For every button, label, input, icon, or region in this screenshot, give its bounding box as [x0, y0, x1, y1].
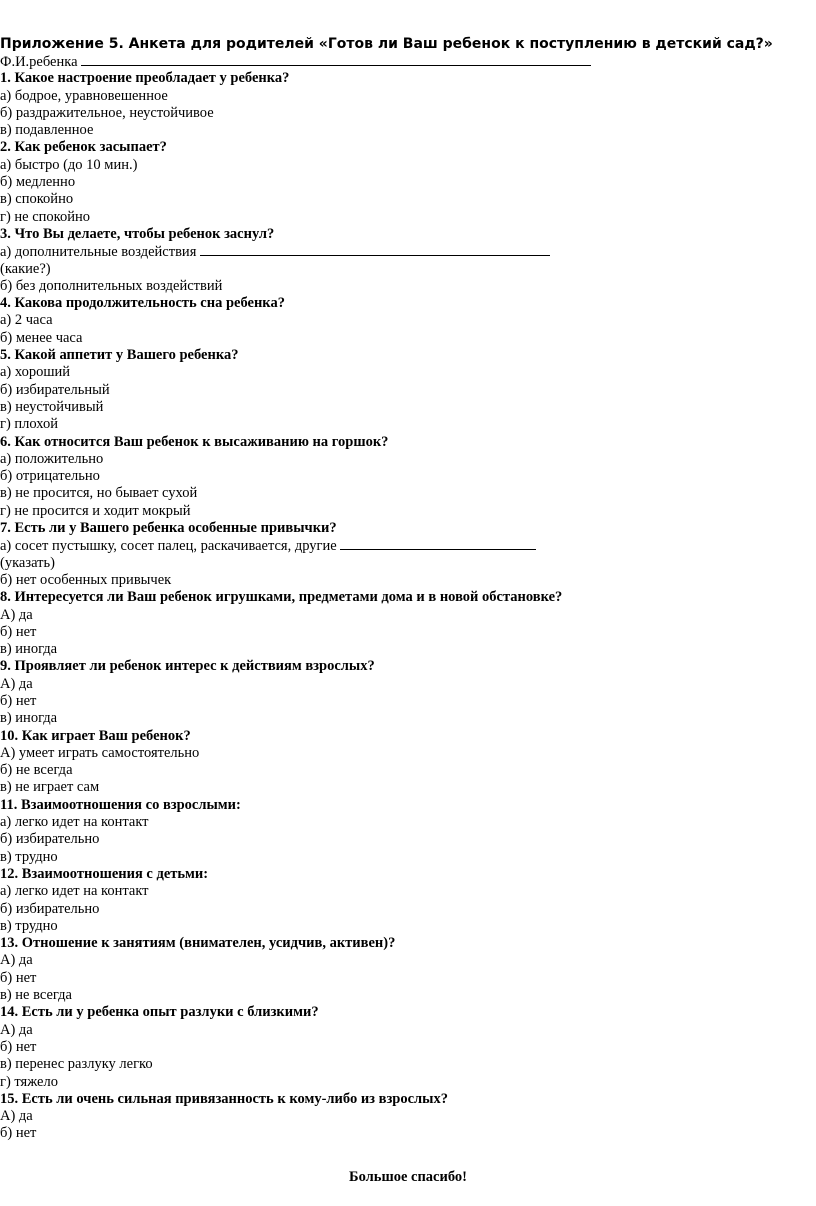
answer: г) не просится и ходит мокрый	[0, 502, 191, 519]
answer: а) положительно	[0, 450, 104, 467]
question-3: 3. Что Вы делаете, чтобы ребенок заснул?	[0, 225, 275, 242]
question-14: 14. Есть ли у ребенка опыт разлуки с близкими?	[0, 1004, 319, 1021]
answer: в) трудно	[0, 848, 58, 865]
answer: б) избирательно	[0, 831, 100, 848]
answer: а) бодрое, уравновешенное	[0, 87, 168, 104]
question-13: 13. Отношение к занятиям (внимателен, усидчив, активен)?	[0, 935, 396, 952]
answer: А) да	[0, 1108, 33, 1125]
answer-with-blank	[0, 243, 816, 260]
answer: в) трудно	[0, 917, 58, 934]
question-9: 9. Проявляет ли ребенок интерес к действиям взрослых?	[0, 658, 375, 675]
answer: г) тяжело	[0, 1073, 58, 1090]
answer: в) спокойно	[0, 191, 74, 208]
answer: А) да	[0, 952, 33, 969]
answer: б) нет	[0, 1038, 37, 1055]
answer: б) нет особенных привычек	[0, 571, 172, 588]
answer: б) отрицательно	[0, 468, 100, 485]
answer: в) перенес разлуку легко	[0, 1056, 153, 1073]
answer: А) умеет играть самостоятельно	[0, 744, 200, 761]
closing-thanks: Большое спасибо!	[349, 1169, 467, 1185]
answer: г) не спокойно	[0, 208, 90, 225]
answer: в) не играет сам	[0, 779, 100, 796]
question-10: 10. Как играет Ваш ребенок?	[0, 727, 191, 744]
answer-note: (какие?)	[0, 260, 51, 277]
answer: б) без дополнительных воздействий	[0, 277, 223, 294]
answer: а) хороший	[0, 364, 71, 381]
answer: а) быстро (до 10 мин.)	[0, 156, 138, 173]
answer: б) нет	[0, 623, 37, 640]
answer: г) плохой	[0, 416, 58, 433]
answer: в) не просится, но бывает сухой	[0, 485, 198, 502]
answer-note: (указать)	[0, 554, 55, 571]
answer: б) медленно	[0, 174, 76, 191]
name-blank-line	[81, 53, 591, 66]
answer-blank-line	[340, 537, 536, 550]
answer: в) не всегда	[0, 987, 72, 1004]
question-8: 8. Интересуется ли Ваш ребенок игрушками, предметами дома и в новой обстановке?	[0, 589, 563, 606]
answer: б) избирательно	[0, 900, 100, 917]
answer: б) избирательный	[0, 381, 110, 398]
answer: б) не всегда	[0, 762, 73, 779]
question-1: 1. Какое настроение преобладает у ребенка?	[0, 70, 290, 87]
answer: б) нет	[0, 692, 37, 709]
answer-blank-line	[200, 243, 550, 256]
question-2: 2. Как ребенок засыпает?	[0, 139, 167, 156]
question-12: 12. Взаимоотношения с детьми:	[0, 865, 209, 882]
child-name-row	[0, 53, 816, 70]
answer-with-blank	[0, 537, 816, 554]
page-title: Приложение 5. Анкета для родителей «Готов ли Ваш ребенок к поступлению в детский сад?»	[0, 36, 773, 52]
answer: в) неустойчивый	[0, 398, 104, 415]
answer: в) подавленное	[0, 122, 94, 139]
question-11: 11. Взаимоотношения со взрослыми:	[0, 796, 241, 813]
answer: а) дополнительные воздействия	[0, 244, 197, 261]
answer: а) 2 часа	[0, 312, 53, 329]
answer: в) иногда	[0, 641, 58, 658]
answer: б) раздражительное, неустойчивое	[0, 104, 214, 121]
answer: А) да	[0, 675, 33, 692]
answer: а) сосет пустышку, сосет палец, раскачивается, другие	[0, 538, 337, 555]
name-label: Ф.И.ребенка	[0, 54, 78, 70]
question-6: 6. Как относится Ваш ребенок к высаживанию на горшок?	[0, 433, 389, 450]
answer: б) нет	[0, 969, 37, 986]
question-7: 7. Есть ли у Вашего ребенка особенные привычки?	[0, 520, 337, 537]
question-5: 5. Какой аппетит у Вашего ребенка?	[0, 347, 239, 364]
answer: а) легко идет на контакт	[0, 883, 149, 900]
answer: а) легко идет на контакт	[0, 814, 149, 831]
answer: в) иногда	[0, 710, 58, 727]
answer: б) менее часа	[0, 329, 83, 346]
answer: б) нет	[0, 1125, 37, 1142]
question-15: 15. Есть ли очень сильная привязанность к кому-либо из взрослых?	[0, 1090, 448, 1107]
questionnaire	[0, 36, 816, 1143]
question-4: 4. Какова продолжительность сна ребенка?	[0, 295, 285, 312]
answer: А) да	[0, 1021, 33, 1038]
answer: А) да	[0, 606, 33, 623]
